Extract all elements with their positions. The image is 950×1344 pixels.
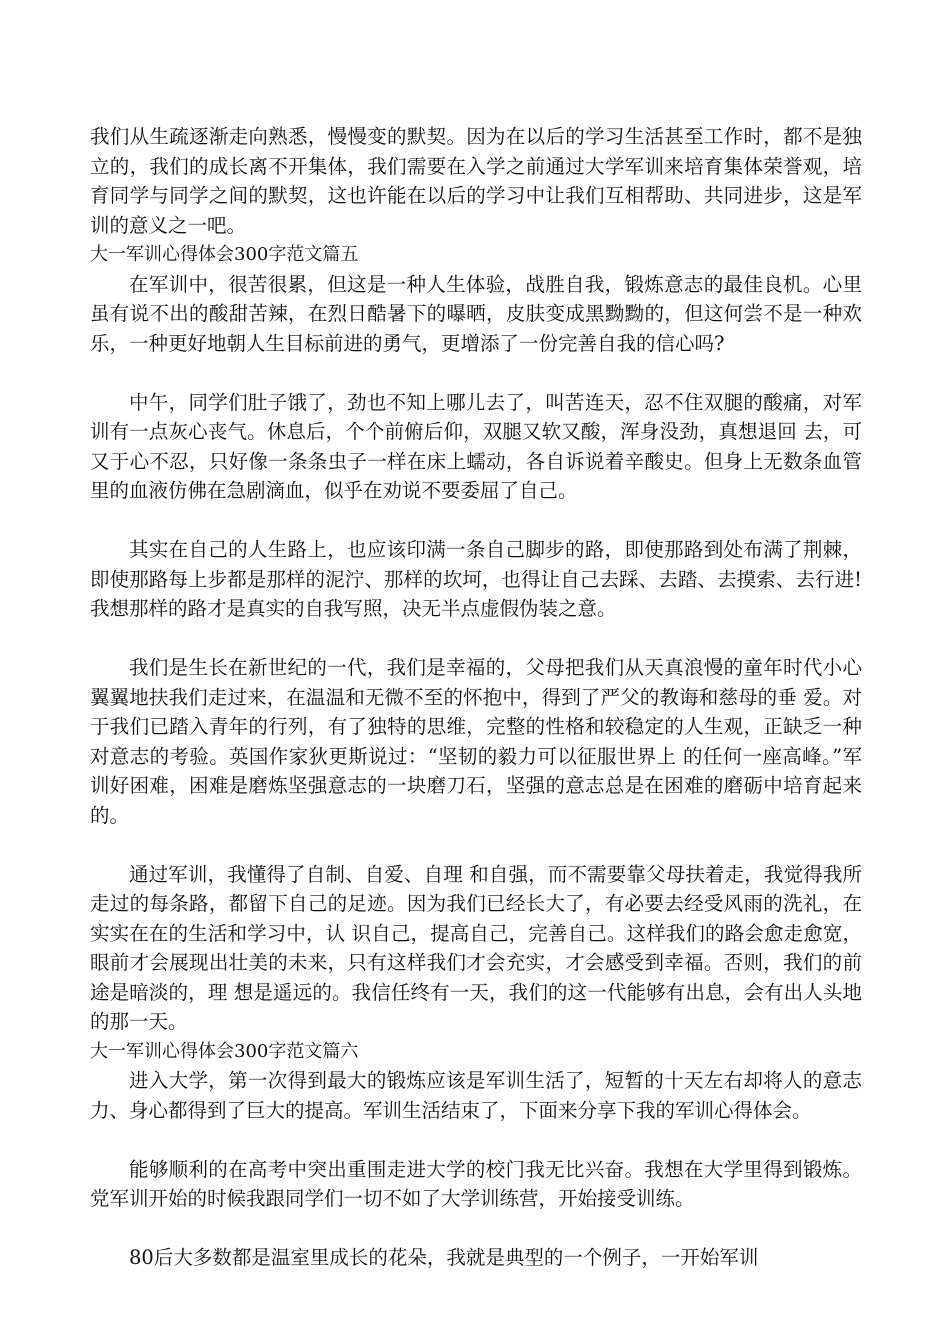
paragraph-university: 进入大学，第一次得到最大的锻炼应该是军训生活了，短暂的十天左右却将人的意志力、身心都得到了巨大的提高。军训生活结束了，下面来分享下我的军训心得体会。 [90, 1069, 862, 1122]
paragraph-intro: 我们从生疏逐渐走向熟悉，慢慢变的默契。因为在以后的学习生活甚至工作时，都不是独立的，我们的成长离不开集体，我们需要在入学之前通过大学军训来培育集体荣誉观，培育同学与同学之间的默契，这也许能在以后的学习中让我们互相帮助、共同进步，这是军训的意义之一吧。 [90, 125, 862, 237]
paragraph-life-path: 其实在自己的人生路上，也应该印满一条自己脚步的路，即使那路到处布满了荆棘，即使那路每上步都是那样的泥泞、那样的坎坷，也得让自己去踩、去踏、去摸索、去行进!我想那样的路才是真实的自我写照，决无半点虚假伪装之意。 [90, 538, 862, 620]
paragraph-exam: 能够顺利的在高考中突出重围走进大学的校门我无比兴奋。我想在大学里得到锻炼。党军训开始的时候我跟同学们一切不如了大学训练营，开始接受训练。 [90, 1157, 862, 1210]
paragraph-self-discipline: 通过军训，我懂得了自制、自爱、自理 和自强，而不需要靠父母扶着走，我觉得我所走过的每条路，都留下自己的足迹。因为我们已经长大了，有必要去经受风雨的洗礼，在实实在在的生活和学习中，认 识自己，提高自己，完善自己。这样我们的路会愈走愈宽，眼前才会展现出壮美的未来，只有这样我们才会充实，才会感受到幸福。否则，我们的前途是暗淡的，理 想是遥远的。我信任终有一天，我们的这一代能够有出息，会有出人头地的那一天。 [90, 862, 862, 1033]
document-page [90, 122, 862, 1273]
paragraph-new-generation: 我们是生长在新世纪的一代，我们是幸福的，父母把我们从天真浪慢的童年时代小心翼翼地扶我们走过来，在温温和无微不至的怀抱中，得到了严父的教诲和慈母的垂 爱。对于我们已踏入青年的行列，有了独特的思维，完整的性格和较稳定的人生观，正缺乏一种对意志的考验。英国作家狄更斯说过：“坚韧的毅力可以征服世界上 的任何一座高峰。”军训好困难，困难是磨炼坚强意志的一块磨刀石，坚强的意志总是在困难的磨砺中培育起来的。 [90, 656, 862, 827]
paragraph-training-experience: 在军训中，很苦很累，但这是一种人生体验，战胜自我，锻炼意志的最佳良机。心里虽有说不出的酸甜苦辣，在烈日酷暑下的曝晒，皮肤变成黑黝黝的，但这何尝不是一种欢乐，一种更好地朝人生目标前进的勇气，更增添了一份完善自我的信心吗? [90, 272, 862, 355]
section-heading-5: 大一军训心得体会300字范文篇五 [90, 244, 359, 265]
paragraph-post80: 80后大多数都是温室里成长的花朵，我就是典型的一个例子，一开始军训 [129, 1246, 759, 1269]
paragraph-noon: 中午，同学们肚子饿了，劲也不知上哪儿去了，叫苦连天，忍不住双腿的酸痛，对军训有一点灰心丧气。休息后，个个前俯后仰，双腿又软又酸，浑身没劲，真想退回 去，可又于心不忍，只好像一条条虫子一样在床上蠕动，各自诉说着辛酸史。但身上无数条血管里的血液仿佛在急剧滴血，似乎在劝说不要委屈了自己。 [90, 390, 862, 502]
section-heading-6: 大一军训心得体会300字范文篇六 [90, 1040, 359, 1062]
